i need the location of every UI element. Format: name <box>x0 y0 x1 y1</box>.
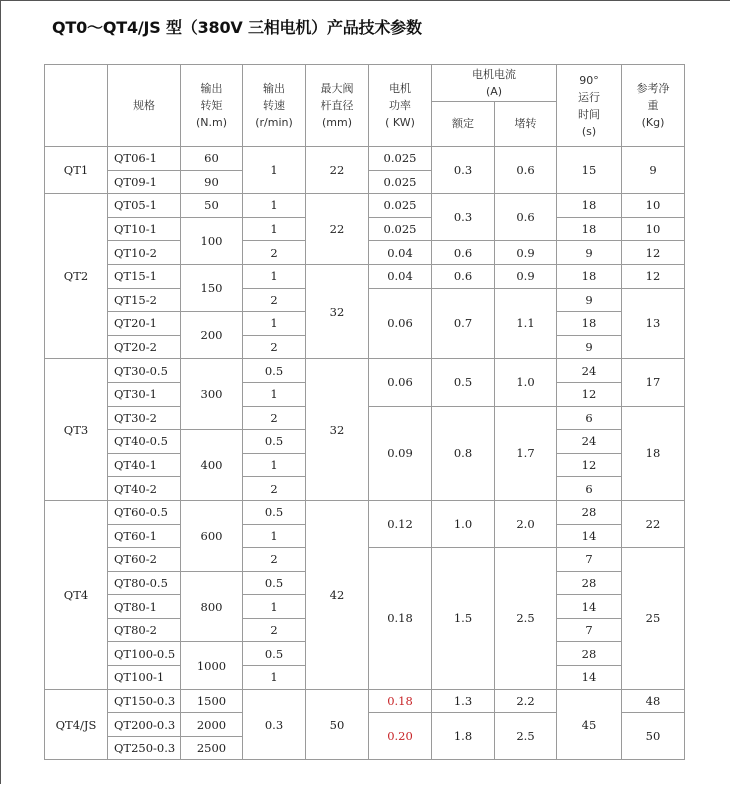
torque-cell: 300 <box>181 359 243 430</box>
locked-current-cell: 0.9 <box>495 241 557 265</box>
torque-cell: 150 <box>181 264 243 311</box>
spec-table <box>44 64 685 760</box>
weight-cell: 13 <box>622 288 685 359</box>
model-cell: QT150-0.3 <box>108 689 181 713</box>
power-cell: 0.06 <box>369 288 432 359</box>
model-cell: QT30-1 <box>108 382 181 406</box>
model-cell: QT60-2 <box>108 548 181 572</box>
header-speed: 输出 转速 (r/min) <box>243 65 306 147</box>
time-cell: 18 <box>557 217 622 241</box>
locked-current-cell: 2.0 <box>495 500 557 547</box>
model-cell: QT40-2 <box>108 477 181 501</box>
rated-current-cell: 1.8 <box>432 713 495 760</box>
speed-cell: 1 <box>243 524 306 548</box>
model-cell: QT20-1 <box>108 312 181 336</box>
locked-current-cell: 0.6 <box>495 147 557 194</box>
time-cell: 28 <box>557 642 622 666</box>
torque-cell: 200 <box>181 312 243 359</box>
weight-cell: 12 <box>622 241 685 265</box>
model-cell: QT80-2 <box>108 618 181 642</box>
time-cell: 28 <box>557 500 622 524</box>
power-cell: 0.09 <box>369 406 432 500</box>
series-cell: QT4/JS <box>45 689 108 760</box>
locked-current-cell: 1.0 <box>495 359 557 406</box>
time-cell: 14 <box>557 666 622 690</box>
time-cell: 9 <box>557 288 622 312</box>
series-cell: QT3 <box>45 359 108 501</box>
time-cell: 6 <box>557 477 622 501</box>
speed-cell: 1 <box>243 382 306 406</box>
torque-cell: 90 <box>181 170 243 194</box>
torque-cell: 60 <box>181 147 243 171</box>
speed-cell: 1 <box>243 312 306 336</box>
speed-cell: 1 <box>243 264 306 288</box>
time-cell: 18 <box>557 194 622 218</box>
time-cell: 24 <box>557 430 622 454</box>
header-weight: 参考净 重 (Kg) <box>622 65 685 147</box>
power-cell: 0.025 <box>369 170 432 194</box>
weight-cell: 25 <box>622 548 685 690</box>
model-cell: QT200-0.3 <box>108 713 181 737</box>
model-cell: QT100-0.5 <box>108 642 181 666</box>
model-cell: QT60-1 <box>108 524 181 548</box>
speed-cell: 1 <box>243 194 306 218</box>
speed-cell: 2 <box>243 548 306 572</box>
locked-current-cell: 2.2 <box>495 689 557 713</box>
stem-cell: 32 <box>306 264 369 358</box>
weight-cell: 17 <box>622 359 685 406</box>
locked-current-cell: 1.1 <box>495 288 557 359</box>
weight-cell: 18 <box>622 406 685 500</box>
model-cell: QT09-1 <box>108 170 181 194</box>
page-title: QT0～QT4/JS 型（380V 三相电机）产品技术参数 <box>52 18 422 37</box>
stem-cell: 50 <box>306 689 369 760</box>
model-cell: QT10-1 <box>108 217 181 241</box>
header-time: 90° 运行 时间 (s) <box>557 65 622 147</box>
rated-current-cell: 0.6 <box>432 264 495 288</box>
speed-cell: 1 <box>243 217 306 241</box>
model-cell: QT80-1 <box>108 595 181 619</box>
time-cell: 18 <box>557 264 622 288</box>
locked-current-cell: 2.5 <box>495 713 557 760</box>
header-model: 规格 <box>108 65 181 147</box>
power-cell: 0.04 <box>369 264 432 288</box>
time-cell: 14 <box>557 524 622 548</box>
torque-cell: 400 <box>181 430 243 501</box>
power-cell: 0.025 <box>369 147 432 171</box>
header-locked: 堵转 <box>495 102 557 147</box>
header-torque: 输出 转矩 (N.m) <box>181 65 243 147</box>
speed-cell: 2 <box>243 406 306 430</box>
model-cell: QT30-0.5 <box>108 359 181 383</box>
speed-cell: 2 <box>243 288 306 312</box>
weight-cell: 22 <box>622 500 685 547</box>
torque-cell: 600 <box>181 500 243 571</box>
speed-cell: 0.5 <box>243 500 306 524</box>
model-cell: QT10-2 <box>108 241 181 265</box>
speed-cell: 1 <box>243 595 306 619</box>
locked-current-cell: 0.6 <box>495 194 557 241</box>
rated-current-cell: 0.5 <box>432 359 495 406</box>
rated-current-cell: 0.3 <box>432 194 495 241</box>
torque-cell: 800 <box>181 571 243 642</box>
speed-cell: 1 <box>243 453 306 477</box>
stem-cell: 22 <box>306 194 369 265</box>
model-cell: QT05-1 <box>108 194 181 218</box>
time-cell: 28 <box>557 571 622 595</box>
power-cell-highlight: 0.20 <box>369 713 432 760</box>
speed-cell: 2 <box>243 477 306 501</box>
time-cell: 45 <box>557 689 622 760</box>
time-cell: 9 <box>557 335 622 359</box>
weight-cell: 10 <box>622 217 685 241</box>
speed-cell: 1 <box>243 147 306 194</box>
model-cell: QT40-1 <box>108 453 181 477</box>
model-cell: QT15-2 <box>108 288 181 312</box>
series-cell: QT2 <box>45 194 108 359</box>
weight-cell: 48 <box>622 689 685 713</box>
time-cell: 12 <box>557 453 622 477</box>
time-cell: 14 <box>557 595 622 619</box>
rated-current-cell: 0.3 <box>432 147 495 194</box>
model-cell: QT60-0.5 <box>108 500 181 524</box>
power-cell: 0.025 <box>369 194 432 218</box>
rated-current-cell: 0.7 <box>432 288 495 359</box>
speed-cell: 1 <box>243 666 306 690</box>
time-cell: 7 <box>557 548 622 572</box>
time-cell: 9 <box>557 241 622 265</box>
weight-cell: 50 <box>622 713 685 760</box>
model-cell: QT80-0.5 <box>108 571 181 595</box>
model-cell: QT250-0.3 <box>108 736 181 760</box>
power-cell: 0.04 <box>369 241 432 265</box>
model-cell: QT100-1 <box>108 666 181 690</box>
rated-current-cell: 1.5 <box>432 548 495 690</box>
speed-cell: 0.3 <box>243 689 306 760</box>
model-cell: QT30-2 <box>108 406 181 430</box>
power-cell: 0.025 <box>369 217 432 241</box>
time-cell: 24 <box>557 359 622 383</box>
speed-cell: 2 <box>243 335 306 359</box>
speed-cell: 2 <box>243 618 306 642</box>
torque-cell: 1000 <box>181 642 243 689</box>
header-blank <box>45 65 108 147</box>
header-current: 电机电流 (A) <box>432 65 557 102</box>
speed-cell: 0.5 <box>243 571 306 595</box>
torque-cell: 50 <box>181 194 243 218</box>
rated-current-cell: 1.3 <box>432 689 495 713</box>
time-cell: 12 <box>557 382 622 406</box>
power-cell-highlight: 0.18 <box>369 689 432 713</box>
speed-cell: 0.5 <box>243 642 306 666</box>
torque-cell: 100 <box>181 217 243 264</box>
time-cell: 15 <box>557 147 622 194</box>
rated-current-cell: 0.6 <box>432 241 495 265</box>
header-stem: 最大阀 杆直径 (mm) <box>306 65 369 147</box>
series-cell: QT1 <box>45 147 108 194</box>
stem-cell: 42 <box>306 500 369 689</box>
speed-cell: 0.5 <box>243 430 306 454</box>
speed-cell: 2 <box>243 241 306 265</box>
torque-cell: 2500 <box>181 736 243 760</box>
model-cell: QT15-1 <box>108 264 181 288</box>
time-cell: 7 <box>557 618 622 642</box>
power-cell: 0.12 <box>369 500 432 547</box>
weight-cell: 10 <box>622 194 685 218</box>
series-cell: QT4 <box>45 500 108 689</box>
stem-cell: 22 <box>306 147 369 194</box>
weight-cell: 12 <box>622 264 685 288</box>
rated-current-cell: 0.8 <box>432 406 495 500</box>
model-cell: QT06-1 <box>108 147 181 171</box>
locked-current-cell: 2.5 <box>495 548 557 690</box>
locked-current-cell: 1.7 <box>495 406 557 500</box>
power-cell: 0.18 <box>369 548 432 690</box>
locked-current-cell: 0.9 <box>495 264 557 288</box>
stem-cell: 32 <box>306 359 369 501</box>
header-rated: 额定 <box>432 102 495 147</box>
weight-cell: 9 <box>622 147 685 194</box>
model-cell: QT20-2 <box>108 335 181 359</box>
time-cell: 18 <box>557 312 622 336</box>
torque-cell: 2000 <box>181 713 243 737</box>
header-power: 电机 功率 ( KW) <box>369 65 432 147</box>
time-cell: 6 <box>557 406 622 430</box>
model-cell: QT40-0.5 <box>108 430 181 454</box>
rated-current-cell: 1.0 <box>432 500 495 547</box>
speed-cell: 0.5 <box>243 359 306 383</box>
power-cell: 0.06 <box>369 359 432 406</box>
torque-cell: 1500 <box>181 689 243 713</box>
